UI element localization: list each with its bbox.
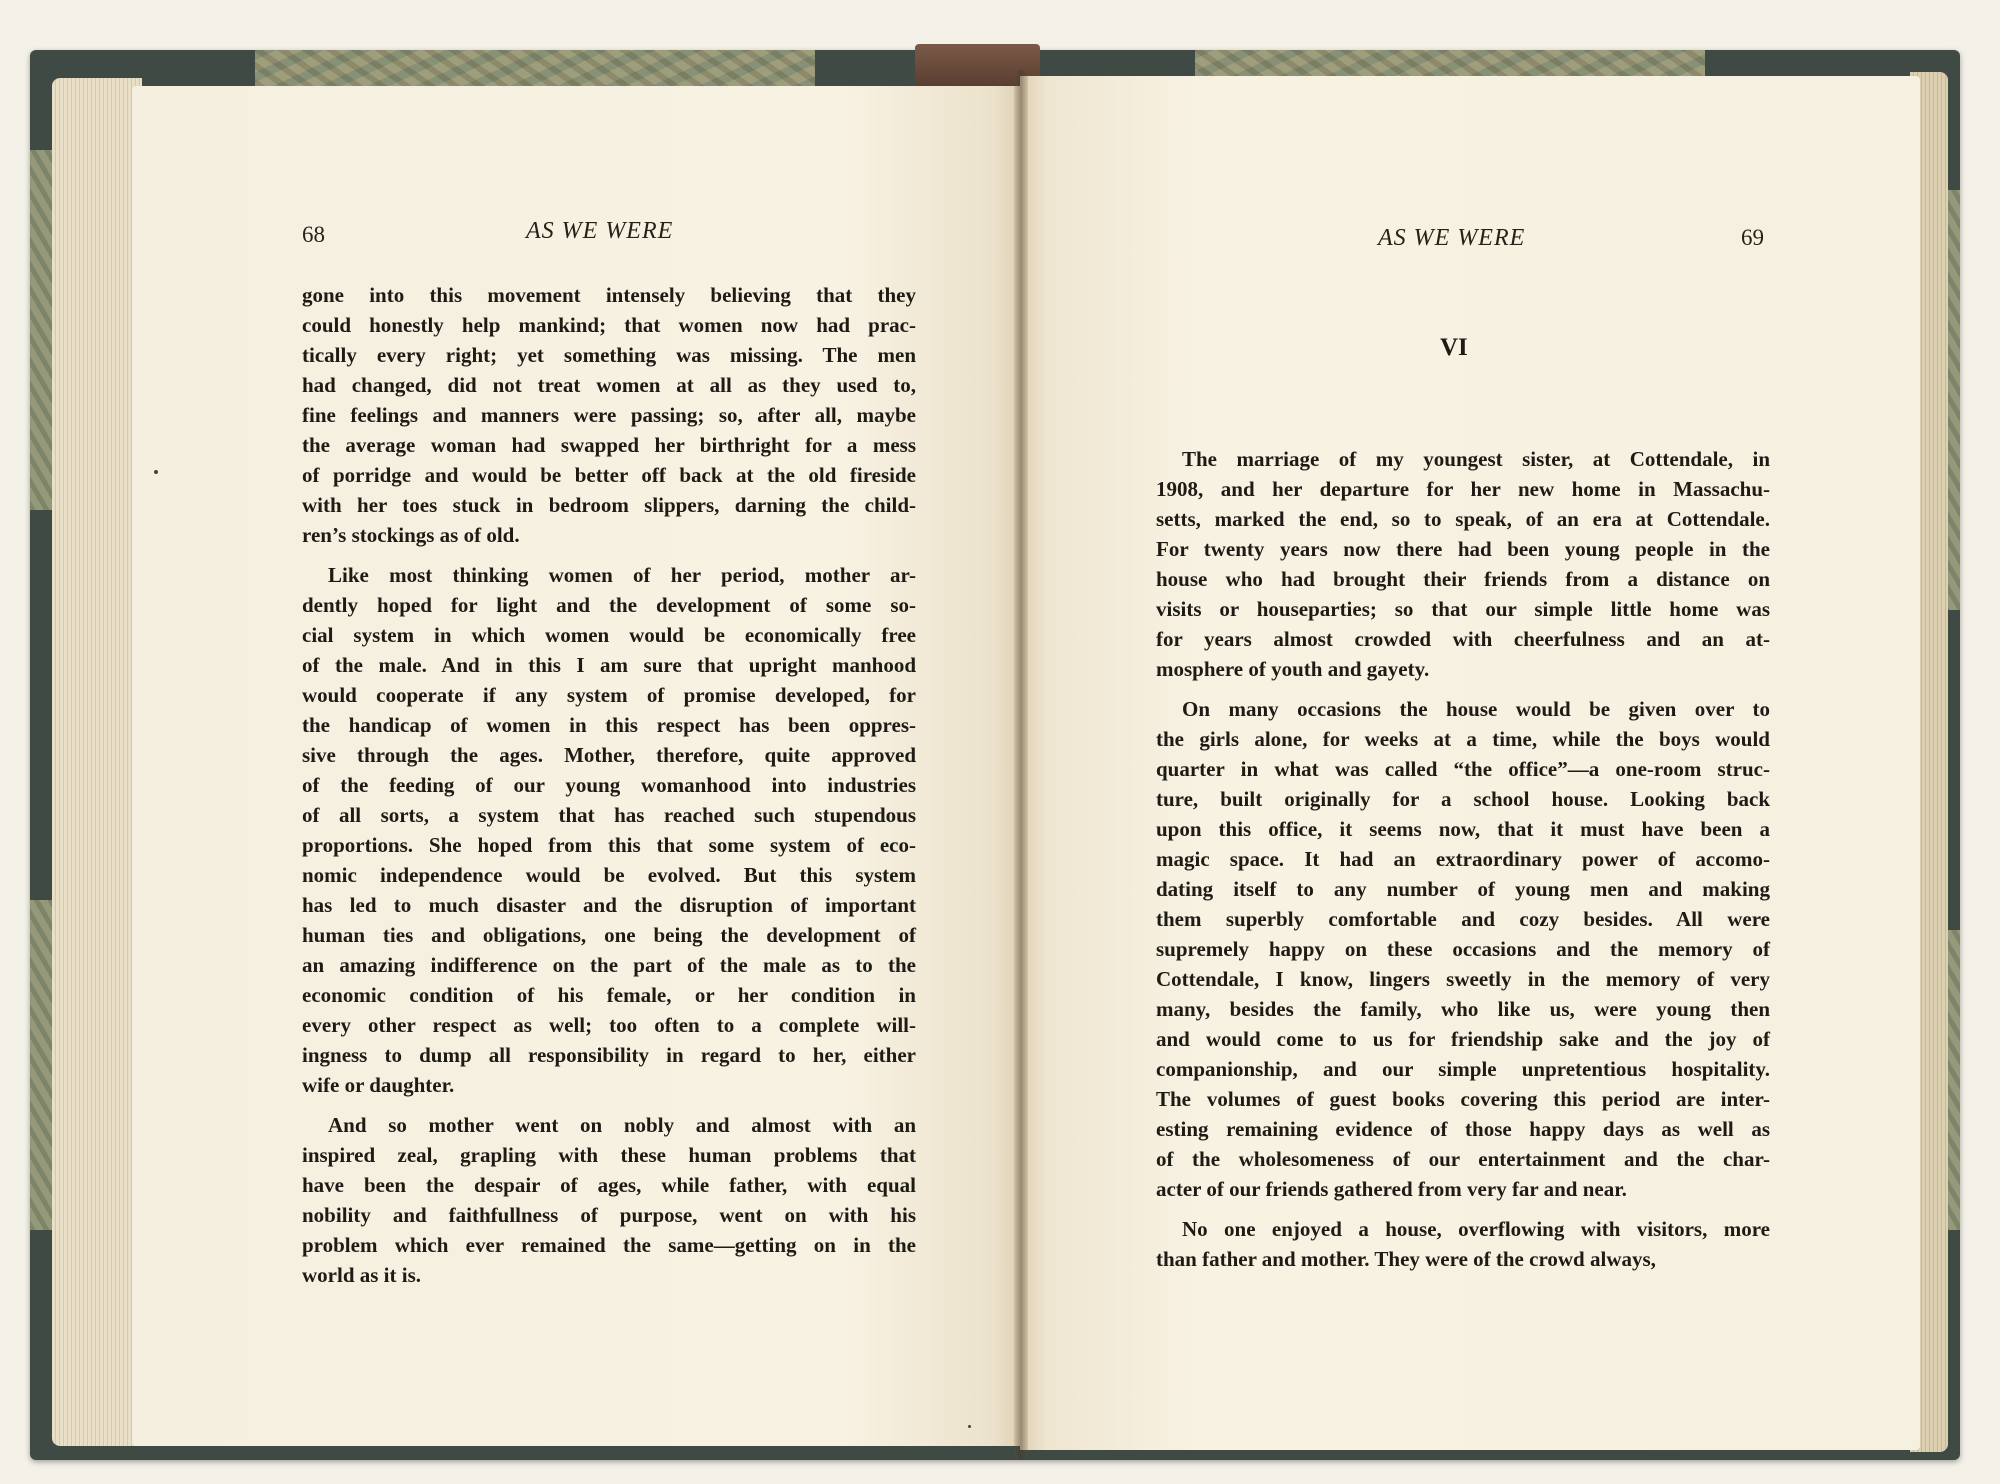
- text-line: with her toes stuck in bedroom slippers, darning the child-: [302, 493, 916, 517]
- left-page-number: 68: [302, 222, 325, 247]
- text-line: dently hoped for light and the development of some so-: [302, 593, 916, 617]
- text-line: has led to much disaster and the disruption of important: [302, 893, 916, 917]
- text-line: On many occasions the house would be given over to: [1182, 697, 1770, 721]
- paragraph: [302, 560, 916, 1100]
- text-line: nomic independence would be evolved. But this system: [302, 863, 916, 887]
- right-page-number: 69: [1741, 225, 1764, 250]
- text-line: setts, marked the end, so to speak, of an era at Cottendale.: [1156, 507, 1770, 531]
- text-line: Like most thinking women of her period, mother ar-: [328, 563, 916, 587]
- text-line: wife or daughter.: [302, 1073, 455, 1097]
- text-line: proportions. She hoped from this that some system of eco-: [302, 833, 916, 857]
- text-line: companionship, and our simple unpretentious hospitality.: [1156, 1057, 1770, 1081]
- paragraph: [1156, 1214, 1770, 1274]
- text-line: esting remaining evidence of those happy days as well as: [1156, 1117, 1770, 1141]
- text-line: had changed, did not treat women at all as they used to,: [302, 373, 916, 397]
- text-line: For twenty years now there had been young people in the: [1156, 537, 1770, 561]
- text-line: problem which ever remained the same—getting on in the: [302, 1233, 916, 1257]
- text-line: of the wholesomeness of our entertainment and the char-: [1156, 1147, 1770, 1171]
- text-line: ren’s stockings as of old.: [302, 523, 520, 547]
- text-line: supremely happy on these occasions and the memory of: [1156, 937, 1770, 961]
- right-running-title: AS WE WERE: [1378, 225, 1526, 251]
- text-line: them superbly comfortable and cozy besides. All were: [1156, 907, 1770, 931]
- text-line: and would come to us for friendship sake and the joy of: [1156, 1027, 1770, 1051]
- book-gutter: [1014, 70, 1028, 1460]
- text-line: No one enjoyed a house, overflowing with visitors, more: [1182, 1217, 1770, 1241]
- right-page-body: [1156, 444, 1770, 1284]
- text-line: 1908, and her departure for her new home in Massachu-: [1156, 477, 1770, 501]
- text-line: mosphere of youth and gayety.: [1156, 657, 1430, 681]
- chapter-heading: VI: [1440, 334, 1468, 361]
- text-line: economic condition of his female, or her condition in: [302, 983, 916, 1007]
- text-line: tically every right; yet something was missing. The men: [302, 343, 916, 367]
- marbled-board-left: [255, 50, 815, 86]
- text-line: The volumes of guest books covering this period are inter-: [1156, 1087, 1770, 1111]
- text-line: many, besides the family, who like us, were young then: [1156, 997, 1770, 1021]
- text-line: of all sorts, a system that has reached such stupendous: [302, 803, 916, 827]
- text-line: visits or houseparties; so that our simple little home was: [1156, 597, 1770, 621]
- text-line: the average woman had swapped her birthright for a mess: [302, 433, 916, 457]
- paper-speck: [968, 1425, 971, 1428]
- page-edges-left: [52, 78, 142, 1446]
- text-line: have been the despair of ages, while father, with equal: [302, 1173, 916, 1197]
- text-line: would cooperate if any system of promise developed, for: [302, 683, 916, 707]
- paragraph: [1156, 694, 1770, 1204]
- text-line: upon this office, it seems now, that it must have been a: [1156, 817, 1770, 841]
- text-line: human ties and obligations, one being the development of: [302, 923, 916, 947]
- text-line: acter of our friends gathered from very far and near.: [1156, 1177, 1627, 1201]
- paragraph: [302, 1110, 916, 1290]
- text-line: for years almost crowded with cheerfulness and an at-: [1156, 627, 1770, 651]
- left-page-body: [302, 280, 916, 1300]
- text-line: of the feeding of our young womanhood into industries: [302, 773, 916, 797]
- text-line: dating itself to any number of young men and making: [1156, 877, 1770, 901]
- text-line: ingness to dump all responsibility in regard to her, either: [302, 1043, 916, 1067]
- text-line: the handicap of women in this respect has been oppres-: [302, 713, 916, 737]
- text-line: of the male. And in this I am sure that upright manhood: [302, 653, 916, 677]
- paragraph: [302, 280, 916, 550]
- text-line: inspired zeal, grapling with these human problems that: [302, 1143, 916, 1167]
- text-line: magic space. It had an extraordinary power of accomo-: [1156, 847, 1770, 871]
- text-line: And so mother went on nobly and almost with an: [328, 1113, 916, 1137]
- text-line: gone into this movement intensely believing that they: [302, 283, 916, 307]
- paragraph: [1156, 444, 1770, 684]
- text-line: cial system in which women would be economically free: [302, 623, 916, 647]
- text-line: Cottendale, I know, lingers sweetly in the memory of very: [1156, 967, 1770, 991]
- text-line: every other respect as well; too often to a complete will-: [302, 1013, 916, 1037]
- text-line: an amazing indifference on the part of the male as to the: [302, 953, 916, 977]
- text-line: nobility and faithfullness of purpose, went on with his: [302, 1203, 916, 1227]
- text-line: fine feelings and manners were passing; so, after all, maybe: [302, 403, 916, 427]
- text-line: the girls alone, for weeks at a time, while the boys would: [1156, 727, 1770, 751]
- text-line: ture, built originally for a school house. Looking back: [1156, 787, 1770, 811]
- text-line: The marriage of my youngest sister, at Cottendale, in: [1182, 447, 1770, 471]
- text-line: of porridge and would be better off back at the old fireside: [302, 463, 916, 487]
- paper-speck: [154, 470, 158, 474]
- text-line: than father and mother. They were of the crowd always,: [1156, 1247, 1656, 1271]
- text-line: could honestly help mankind; that women now had prac-: [302, 313, 916, 337]
- text-line: quarter in what was called “the office”—a one-room struc-: [1156, 757, 1770, 781]
- text-line: world as it is.: [302, 1263, 422, 1287]
- left-running-title: AS WE WERE: [526, 218, 674, 244]
- text-line: sive through the ages. Mother, therefore, quite approved: [302, 743, 916, 767]
- text-line: house who had brought their friends from a distance on: [1156, 567, 1770, 591]
